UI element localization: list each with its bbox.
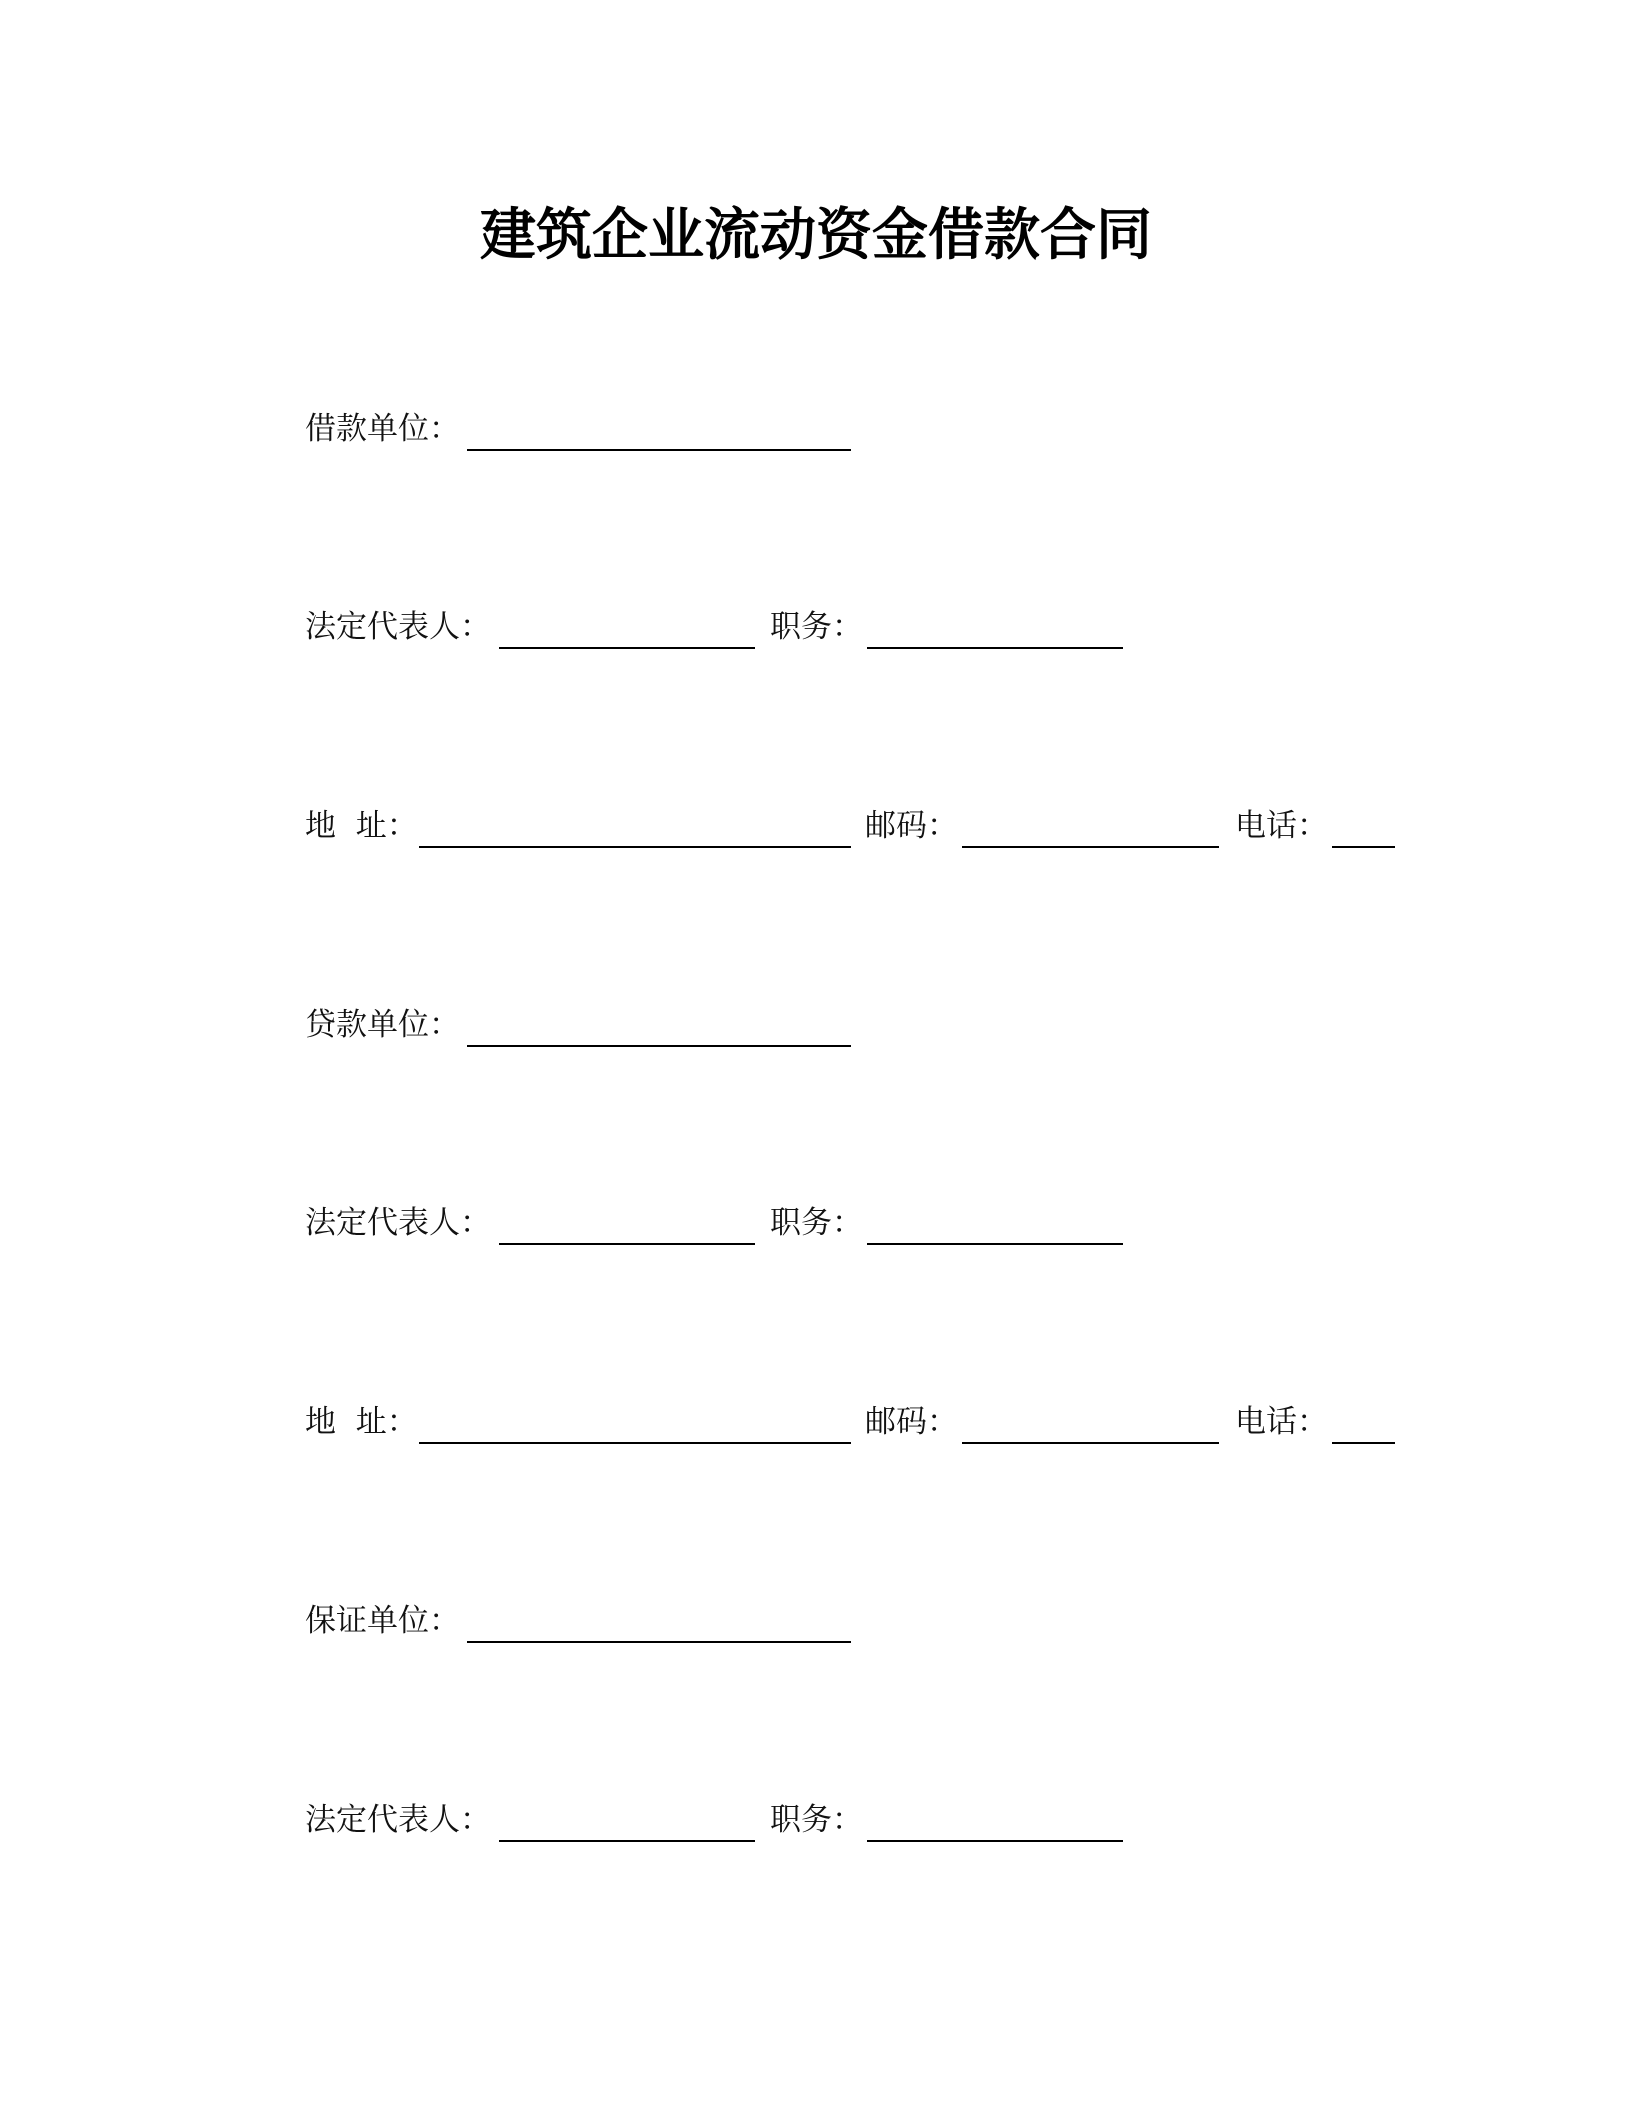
lender-representative-blank (499, 1243, 755, 1245)
lender-representative-label: 法定代表人： (305, 1205, 491, 1241)
guarantor-representative-label: 法定代表人： (305, 1802, 491, 1838)
borrower-address-row (0, 804, 1632, 848)
lender-unit-blank (467, 1045, 851, 1047)
borrower-address-blank (419, 846, 851, 848)
borrower-unit-row (0, 407, 1632, 451)
borrower-postcode-blank (962, 846, 1219, 848)
lender-representative-row (0, 1201, 1632, 1245)
lender-phone-blank (1332, 1442, 1395, 1444)
document-title: 建筑企业流动资金借款合同 (480, 203, 1152, 268)
guarantor-representative-row (0, 1798, 1632, 1842)
guarantor-unit-label: 保证单位： (305, 1603, 460, 1639)
lender-phone-label: 电话： (1235, 1404, 1328, 1440)
lender-unit-row (0, 1003, 1632, 1047)
borrower-representative-blank (499, 647, 755, 649)
guarantor-unit-blank (467, 1641, 851, 1643)
lender-position-label: 职务： (770, 1205, 863, 1241)
borrower-phone-blank (1332, 846, 1395, 848)
lender-position-blank (867, 1243, 1123, 1245)
lender-postcode-label: 邮码： (865, 1404, 958, 1440)
borrower-address-label: 地 址： (305, 808, 418, 844)
guarantor-position-label: 职务： (770, 1802, 863, 1838)
borrower-postcode-label: 邮码： (865, 808, 958, 844)
lender-address-blank (419, 1442, 851, 1444)
borrower-representative-row (0, 605, 1632, 649)
guarantor-representative-blank (499, 1840, 755, 1842)
borrower-position-label: 职务： (770, 609, 863, 645)
lender-address-row (0, 1400, 1632, 1444)
lender-address-label: 地 址： (305, 1404, 418, 1440)
guarantor-unit-row (0, 1599, 1632, 1643)
lender-unit-label: 贷款单位： (305, 1007, 460, 1043)
guarantor-position-blank (867, 1840, 1123, 1842)
borrower-unit-label: 借款单位： (305, 411, 460, 447)
borrower-representative-label: 法定代表人： (305, 609, 491, 645)
borrower-unit-blank (467, 449, 851, 451)
lender-postcode-blank (962, 1442, 1219, 1444)
borrower-phone-label: 电话： (1235, 808, 1328, 844)
borrower-position-blank (867, 647, 1123, 649)
